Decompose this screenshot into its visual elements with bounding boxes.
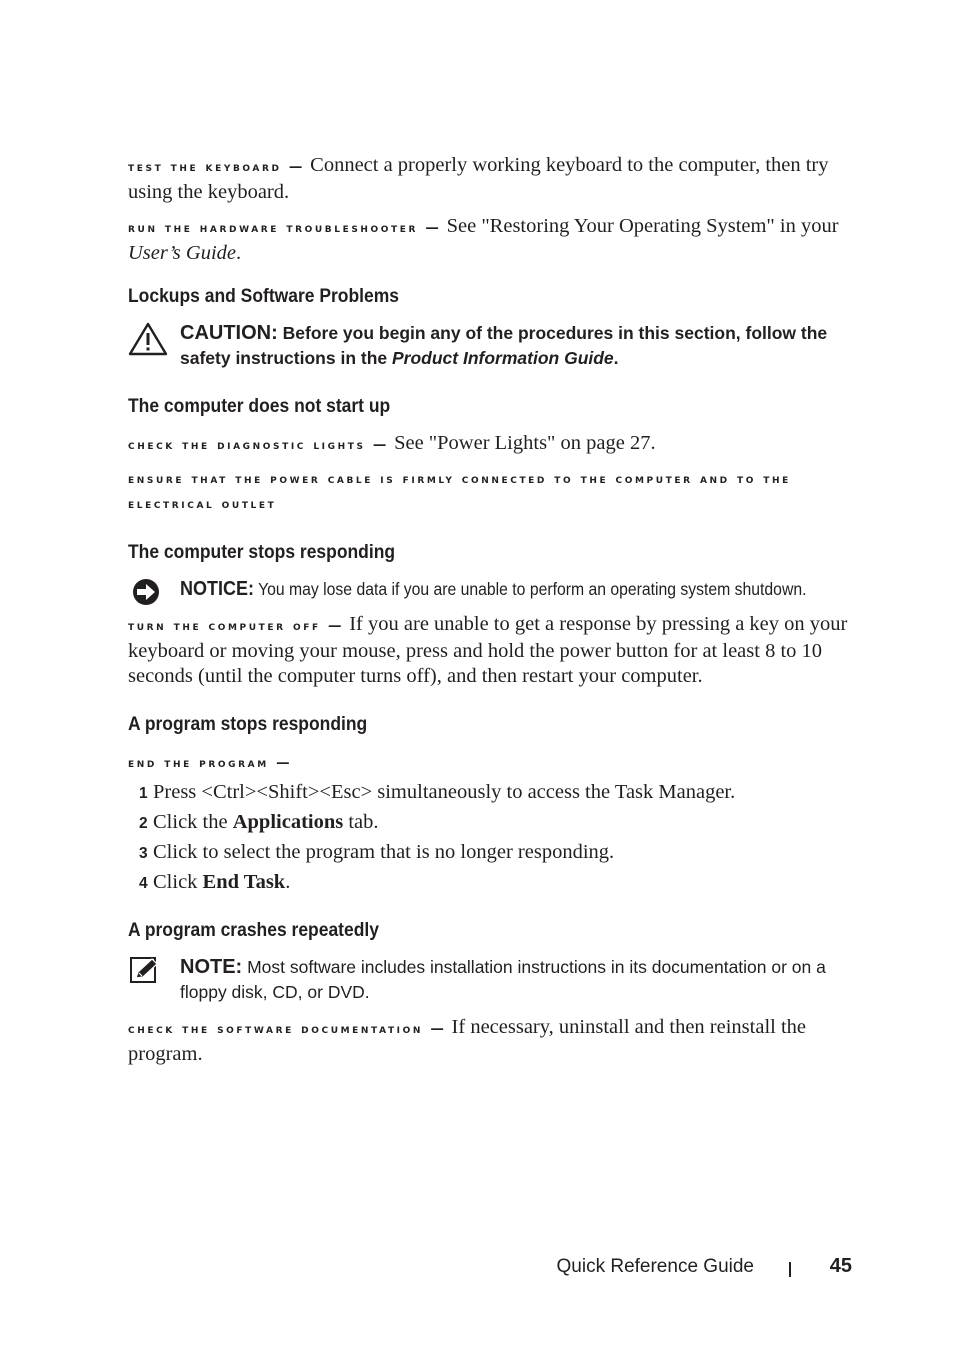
stops-responding-heading: The computer stops responding	[128, 542, 396, 563]
product-information-guide-reference: Product Information Guide	[392, 348, 614, 368]
note-label: NOTE:	[180, 956, 243, 978]
step-bold-text: End Task	[202, 871, 286, 893]
caution-label: CAUTION:	[180, 322, 278, 344]
notice-arrow-icon	[128, 578, 164, 615]
step-text-after: tab.	[343, 811, 379, 833]
paragraph-text: If necessary, uninstall and then reinstall the program.	[128, 1016, 807, 1065]
step-text: Press <Ctrl><Shift><Esc> simultaneously to access the Task Manager.	[153, 781, 736, 803]
list-item	[128, 780, 858, 805]
step-number: 4	[139, 875, 148, 892]
turn-off-paragraph	[128, 612, 858, 689]
crashes-heading: A program crashes repeatedly	[128, 920, 379, 941]
end-program-steps	[128, 780, 858, 895]
runin-heading: run the hardware troubleshooter —	[128, 220, 442, 236]
step-number: 1	[139, 785, 148, 802]
runin-heading: test the keyboard —	[128, 159, 306, 175]
page-content	[128, 153, 858, 1076]
step-text-after: .	[285, 871, 291, 893]
notice-line	[180, 577, 806, 602]
step-text: Click to select the program that is no longer responding.	[153, 841, 615, 863]
paragraph-text: See "Restoring Your Operating System" in your	[446, 215, 839, 237]
ensure-power-paragraph	[128, 467, 858, 517]
users-guide-reference: User’s Guide	[128, 242, 237, 264]
check-software-paragraph	[128, 1015, 858, 1067]
warning-triangle-icon	[128, 322, 168, 363]
notice-callout	[128, 577, 858, 602]
test-keyboard-paragraph	[128, 153, 858, 205]
note-text: Most software includes installation instructions in its documentation or on a floppy disk, CD, or DVD.	[180, 957, 826, 1002]
notice-label: NOTICE:	[180, 578, 254, 600]
period: .	[236, 242, 242, 264]
step-number: 3	[139, 845, 148, 862]
list-item	[128, 870, 858, 895]
footer-title: Quick Reference Guide	[556, 1256, 754, 1277]
run-troubleshooter-paragraph	[128, 214, 858, 266]
end-program-paragraph	[128, 749, 858, 776]
step-text: Click the	[153, 811, 233, 833]
page-number: 45	[829, 1255, 852, 1277]
step-number: 2	[139, 815, 148, 832]
runin-heading: turn the computer off —	[128, 618, 345, 634]
caution-callout	[128, 321, 858, 371]
list-item	[128, 840, 858, 865]
not-start-heading: The computer does not start up	[128, 396, 391, 417]
notice-text: You may lose data if you are unable to perform an operating system shutdown.	[258, 579, 807, 599]
runin-heading: end the program —	[128, 755, 293, 771]
note-callout	[128, 955, 858, 1005]
runin-heading: ensure that the power cable is firmly connected to the computer and to the electrical outlet	[128, 471, 791, 512]
paragraph-text: Connect a properly working keyboard to the computer, then try using the keyboard.	[128, 154, 829, 203]
step-bold-text: Applications	[232, 811, 344, 833]
runin-heading: check the diagnostic lights —	[128, 437, 389, 453]
check-lights-paragraph	[128, 431, 858, 458]
caution-text: Before you begin any of the procedures in this section, follow the safety instructions in the	[180, 323, 828, 368]
pencil-note-icon	[128, 956, 160, 991]
footer-divider	[789, 1262, 791, 1277]
period: .	[613, 348, 619, 368]
paragraph-text: If you are unable to get a response by pressing a key on your keyboard or moving your mouse, press and hold the power button for at least 8 to 10 seconds (until the computer turns off), and then restart your computer.	[128, 613, 848, 687]
runin-heading: check the software documentation —	[128, 1021, 447, 1037]
paragraph-text: See "Power Lights" on page 27.	[394, 432, 656, 454]
lockups-heading: Lockups and Software Problems	[128, 286, 400, 307]
list-item	[128, 810, 858, 835]
step-text: Click	[153, 871, 203, 893]
program-stops-heading: A program stops responding	[128, 714, 368, 735]
